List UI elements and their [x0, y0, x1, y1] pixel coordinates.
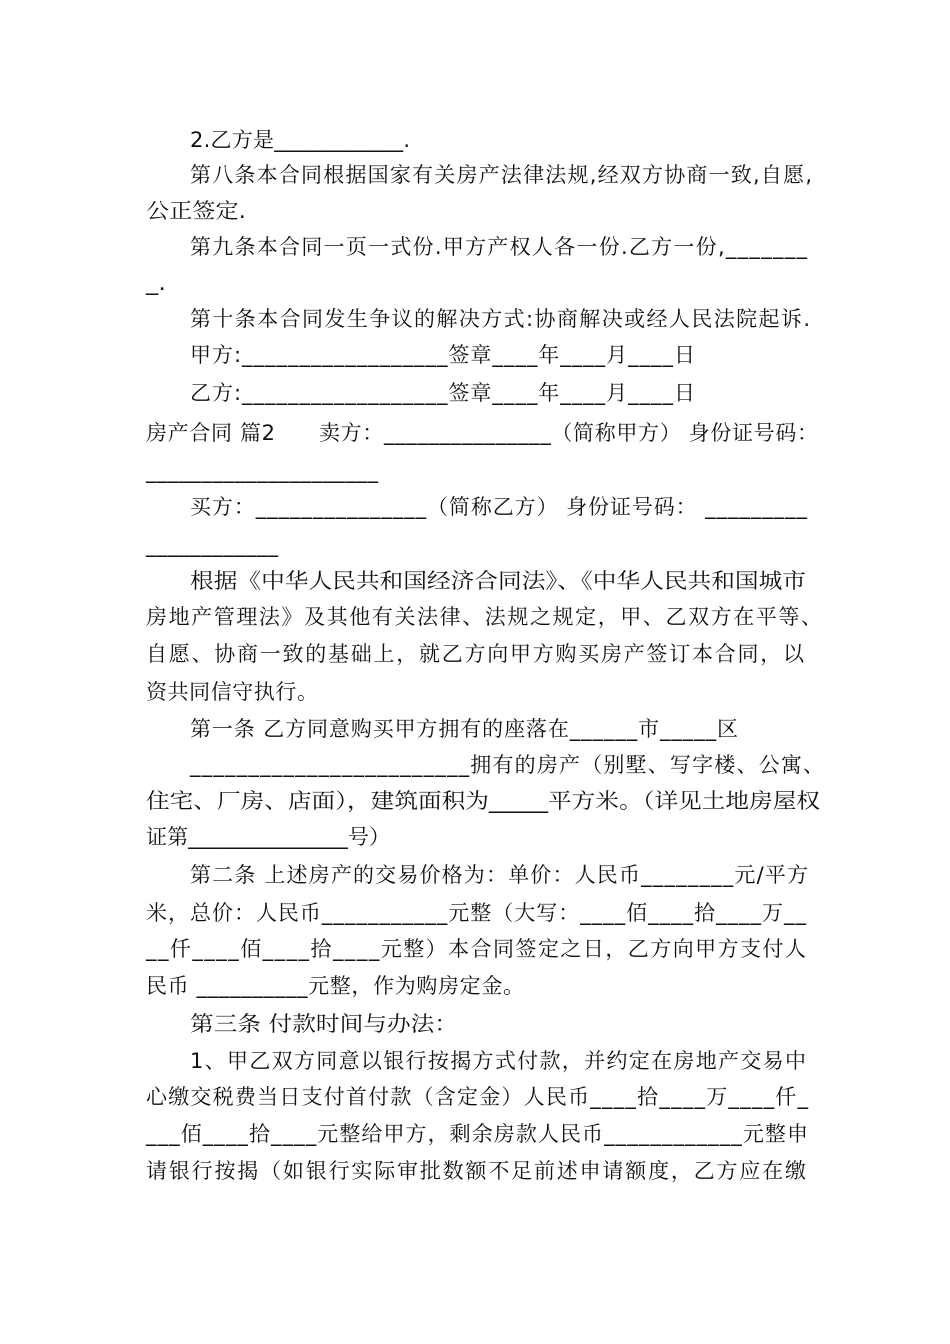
text-line: ___佰____拾____元整给甲方，剩余房款人民币____________元整申	[146, 1122, 810, 1146]
text-line: 住宅、厂房、店面），建筑面积为_____平方米。（详见土地房屋权	[146, 789, 820, 813]
text-line: 自愿、协商一致的基础上，就乙方向甲方购买房产签订本合同，以	[146, 642, 806, 666]
text-line: ____________	[146, 533, 279, 557]
text-line: 第八条本合同根据国家有关房产法律法规,经双方协商一致,自愿,	[190, 163, 814, 187]
text-line: 第一条 乙方同意购买甲方拥有的座落在______市_____区	[190, 717, 739, 741]
text-line: _____________________	[146, 459, 379, 483]
text-line: 民币 __________元整，作为购房定金。	[146, 974, 525, 998]
text-line: 证第_______________号）	[146, 825, 391, 849]
text-line: 第十条本合同发生争议的解决方式:协商解决或经人民法院起诉.	[190, 307, 812, 331]
text-line: 2.乙方是____________.	[190, 128, 411, 152]
text-line: 房产合同 篇2 卖方：_______________（简称甲方） 身份证号码：	[146, 421, 819, 445]
text-line: 甲方:__________________签章____年____月____日	[190, 343, 696, 367]
text-line: _.	[146, 271, 166, 295]
text-line: 心缴交税费当日支付首付款（含定金）人民币____拾____万____仟_	[146, 1085, 810, 1109]
text-line: 1、甲乙双方同意以银行按揭方式付款，并约定在房地产交易中	[190, 1049, 808, 1073]
text-line: 根据《中华人民共和国经济合同法》、《中华人民共和国城市	[190, 569, 806, 593]
text-line: ________________________拥有的房产（别墅、写字楼、公寓、	[190, 753, 826, 777]
text-line: 买方：_______________（简称乙方） 身份证号码： _________	[190, 495, 808, 519]
text-line: __仟____佰____拾____元整）本合同签定之日，乙方向甲方支付人	[146, 937, 808, 961]
text-line: 乙方:__________________签章____年____月____日	[190, 381, 696, 405]
text-line: 资共同信守执行。	[146, 680, 319, 704]
text-line: 公正签定.	[146, 199, 246, 223]
text-line: 第二条 上述房产的交易价格为：单价：人民币________元/平方	[190, 863, 810, 887]
text-line: 米，总价：人民币___________元整（大写：____佰____拾____万__	[146, 901, 807, 925]
text-line: 第三条 付款时间与办法：	[190, 1012, 458, 1036]
text-line: 第九条本合同一页一式份.甲方产权人各一份.乙方一份,_______	[190, 235, 809, 259]
text-line: 请银行按揭（如银行实际审批数额不足前述申请额度，乙方应在缴	[146, 1159, 808, 1183]
text-line: 房地产管理法》及其他有关法律、法规之规定，甲、乙双方在平等、	[146, 605, 824, 629]
